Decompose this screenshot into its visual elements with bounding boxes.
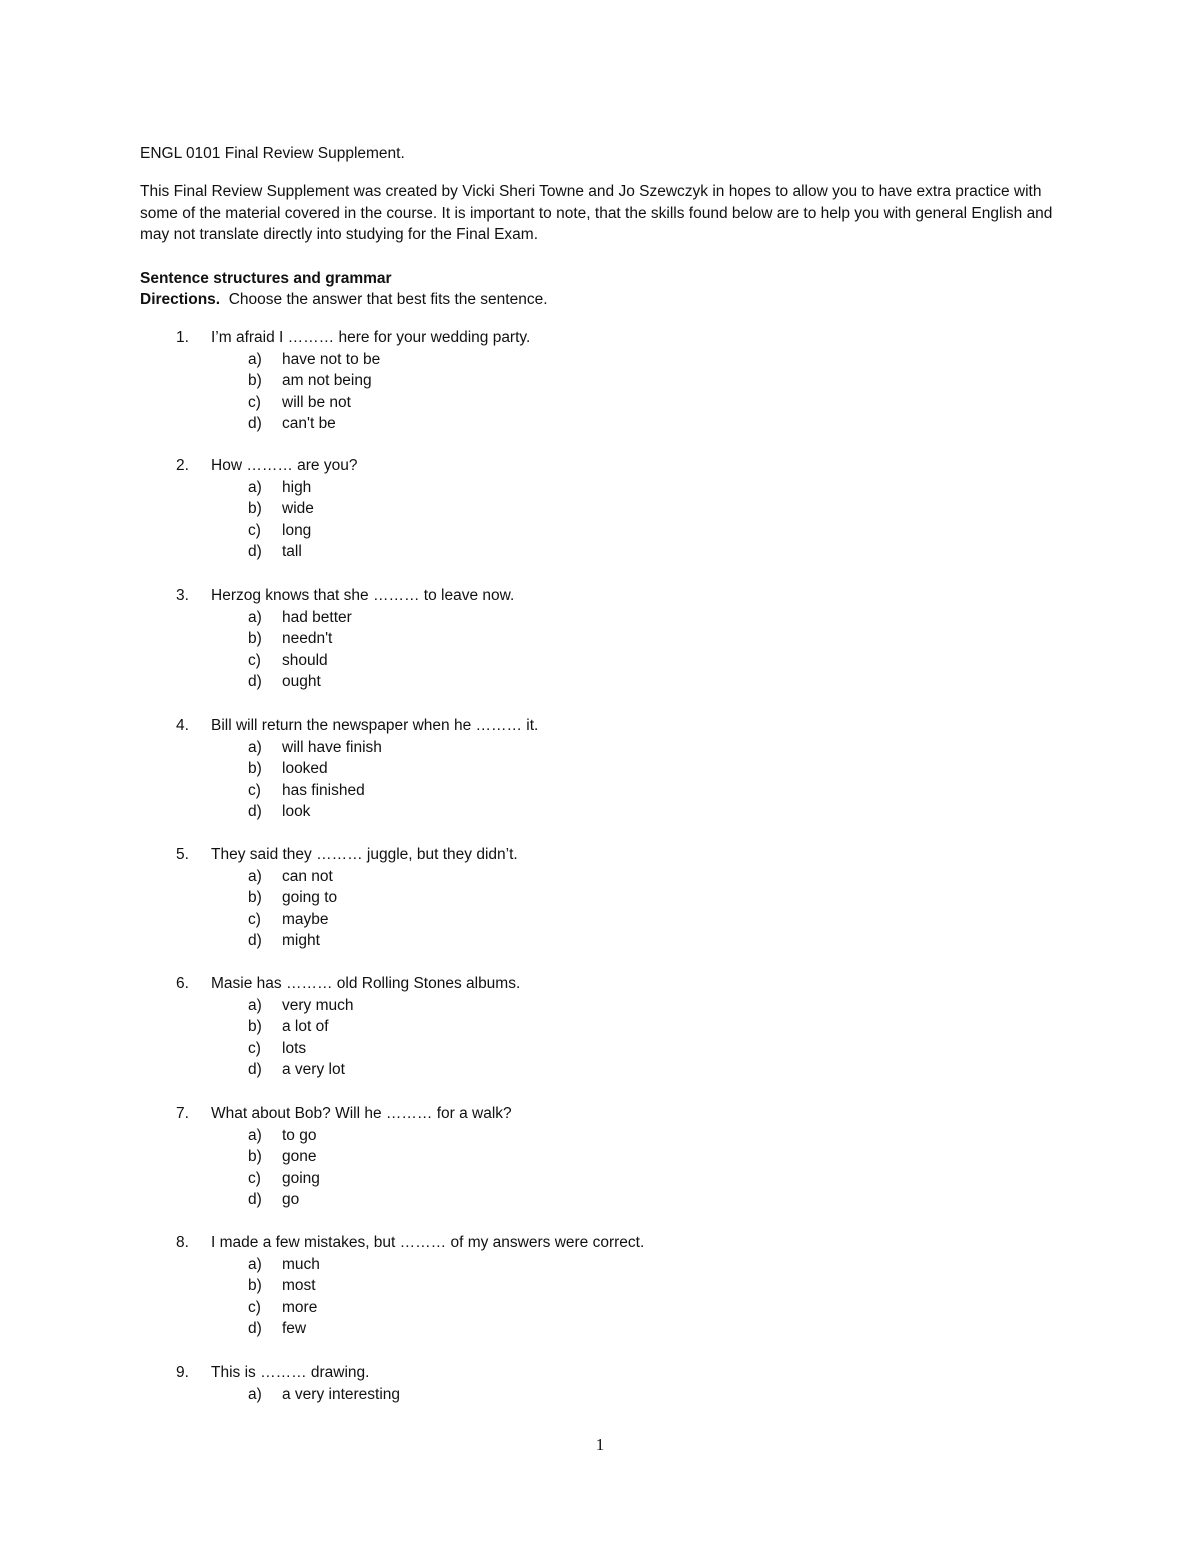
option-text: very much bbox=[282, 996, 354, 1014]
page-number: 1 bbox=[595, 1435, 605, 1454]
option-letter: a) bbox=[248, 350, 262, 368]
option-letter: c) bbox=[248, 1298, 261, 1316]
option-letter: b) bbox=[248, 372, 262, 390]
option-letter: c) bbox=[248, 521, 261, 539]
option-letter: d) bbox=[248, 1191, 262, 1209]
question-text: Masie has ……… old Rolling Stones albums. bbox=[211, 975, 521, 992]
option-text: maybe bbox=[282, 910, 329, 928]
option-text: to go bbox=[282, 1126, 317, 1144]
option-letter: b) bbox=[248, 1148, 262, 1166]
question-text: What about Bob? Will he ……… for a walk? bbox=[211, 1105, 512, 1122]
option-text: needn't bbox=[282, 630, 333, 648]
option-text: most bbox=[282, 1277, 316, 1295]
option-letter: b) bbox=[248, 630, 262, 648]
option-letter: a) bbox=[248, 1126, 262, 1144]
question-number: 1. bbox=[176, 329, 189, 346]
option-letter: b) bbox=[248, 889, 262, 907]
option-letter: c) bbox=[248, 781, 261, 799]
option-letter: b) bbox=[248, 760, 262, 778]
option-text: going to bbox=[282, 889, 338, 907]
option-letter: d) bbox=[248, 1320, 262, 1338]
option-text: high bbox=[282, 478, 312, 496]
option-text: will have finish bbox=[282, 738, 382, 756]
option-text: much bbox=[282, 1255, 320, 1273]
option-letter: c) bbox=[248, 1039, 261, 1057]
option-letter: a) bbox=[248, 867, 262, 885]
question-text: Bill will return the newspaper when he ……… it. bbox=[211, 717, 539, 734]
option-text: long bbox=[282, 521, 312, 539]
section-title: Sentence structures and grammar bbox=[140, 270, 392, 287]
option-letter: d) bbox=[248, 932, 262, 950]
option-text: looked bbox=[282, 760, 328, 778]
question-number: 4. bbox=[176, 717, 189, 734]
question-number: 6. bbox=[176, 975, 189, 992]
question-number: 2. bbox=[176, 457, 189, 474]
option-text: have not to be bbox=[282, 350, 381, 368]
question-text: How ……… are you? bbox=[211, 457, 358, 474]
option-text: ought bbox=[282, 673, 321, 691]
option-text: gone bbox=[282, 1148, 317, 1166]
directions-line bbox=[140, 289, 548, 310]
option-letter: d) bbox=[248, 1061, 262, 1079]
option-text: go bbox=[282, 1191, 300, 1209]
directions-label: Directions. bbox=[140, 291, 221, 308]
option-letter: a) bbox=[248, 608, 262, 626]
option-text: had better bbox=[282, 608, 352, 626]
intro-paragraph: This Final Review Supplement was created by Vicki Sheri Towne and Jo Szewczyk in hopes to allow you to have extra practice with some of the material covered in the course. It is important to note, that the skills found below are to help you with general English and may not translate directly into studying for the Final Exam. bbox=[140, 183, 1053, 243]
option-text: look bbox=[282, 803, 311, 821]
option-letter: d) bbox=[248, 673, 262, 691]
option-text: can't be bbox=[282, 415, 336, 433]
question-text: They said they ……… juggle, but they didn’t. bbox=[211, 846, 518, 863]
option-text: a lot of bbox=[282, 1018, 329, 1036]
option-text: am not being bbox=[282, 372, 372, 390]
directions-text: Choose the answer that best fits the sentence. bbox=[220, 291, 548, 308]
option-letter: b) bbox=[248, 1277, 262, 1295]
document-header: ENGL 0101 Final Review Supplement. bbox=[140, 145, 405, 162]
option-text: going bbox=[282, 1169, 320, 1187]
option-letter: a) bbox=[248, 738, 262, 756]
option-letter: a) bbox=[248, 1385, 262, 1403]
question-number: 8. bbox=[176, 1234, 189, 1251]
option-text: will be not bbox=[282, 393, 351, 411]
option-letter: c) bbox=[248, 1169, 261, 1187]
option-text: tall bbox=[282, 543, 302, 561]
option-text: a very interesting bbox=[282, 1385, 401, 1403]
option-letter: d) bbox=[248, 803, 262, 821]
option-text: might bbox=[282, 932, 320, 950]
question-text: I made a few mistakes, but ……… of my answers were correct. bbox=[211, 1234, 645, 1251]
question-number: 3. bbox=[176, 587, 189, 604]
option-letter: b) bbox=[248, 1018, 262, 1036]
option-letter: d) bbox=[248, 415, 262, 433]
option-text: should bbox=[282, 651, 328, 669]
option-letter: c) bbox=[248, 651, 261, 669]
option-letter: d) bbox=[248, 543, 262, 561]
option-letter: c) bbox=[248, 393, 261, 411]
question-text: I’m afraid I ……… here for your wedding party. bbox=[211, 329, 531, 346]
question-number: 9. bbox=[176, 1364, 189, 1381]
option-text: has finished bbox=[282, 781, 365, 799]
option-text: can not bbox=[282, 867, 333, 885]
option-text: few bbox=[282, 1320, 307, 1338]
option-letter: c) bbox=[248, 910, 261, 928]
question-text: Herzog knows that she ……… to leave now. bbox=[211, 587, 515, 604]
option-text: a very lot bbox=[282, 1061, 345, 1079]
question-text: This is ……… drawing. bbox=[211, 1364, 370, 1381]
question-number: 7. bbox=[176, 1105, 189, 1122]
option-text: wide bbox=[282, 500, 314, 518]
option-text: more bbox=[282, 1298, 318, 1316]
option-letter: b) bbox=[248, 500, 262, 518]
option-letter: a) bbox=[248, 478, 262, 496]
question-number: 5. bbox=[176, 846, 189, 863]
option-letter: a) bbox=[248, 996, 262, 1014]
option-text: lots bbox=[282, 1039, 307, 1057]
option-letter: a) bbox=[248, 1255, 262, 1273]
